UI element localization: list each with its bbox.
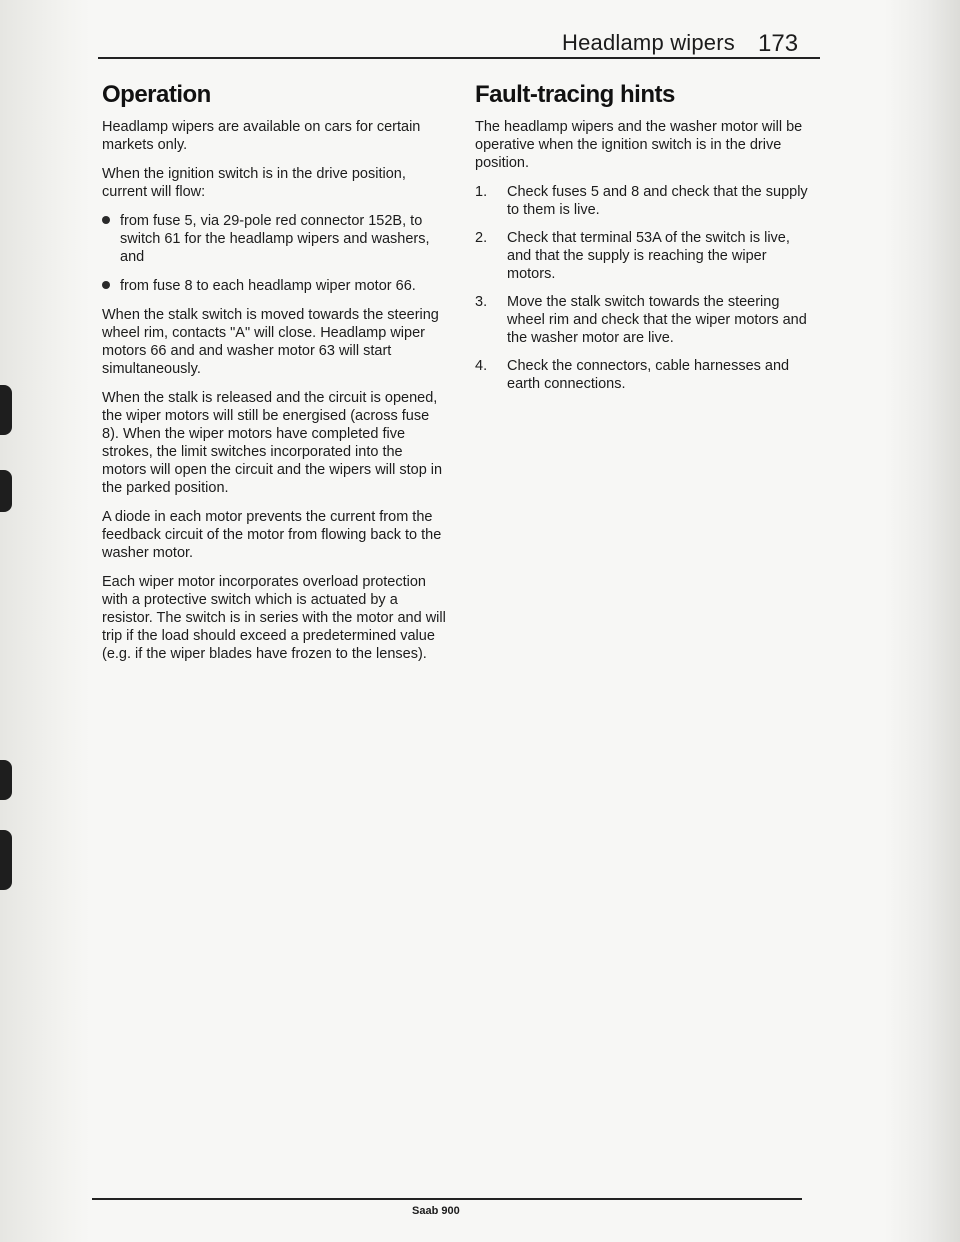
step-number: 1. [475, 184, 488, 200]
bullet-item [102, 277, 447, 295]
list-item [475, 293, 817, 347]
bullet-text: from fuse 5, via 29-pole red connector 152B, to switch 61 for the headlamp wipers and washers, and [120, 213, 430, 265]
running-header-title: Headlamp wipers [562, 30, 735, 55]
binder-hole-2 [0, 470, 12, 512]
step-text: Check the connectors, cable harnesses and earth connections. [507, 358, 790, 392]
bullet-item [102, 212, 447, 266]
page-left-margin-shading [0, 0, 90, 1242]
step-number: 3. [475, 294, 488, 310]
binder-hole-4 [0, 830, 12, 890]
list-item [475, 357, 817, 393]
operation-section [102, 81, 447, 674]
list-item [475, 229, 817, 283]
operation-paragraph-6: Each wiper motor incorporates overload protection with a protective switch which is actuated by a resistor. The switch is in series with the motor and will trip if the load should exceed a predetermined value (e.g. if the wiper blades have frozen to the lenses). [102, 574, 446, 662]
operation-paragraph-5: A diode in each motor prevents the current from the feedback circuit of the motor from flowing back to the washer motor. [102, 509, 442, 561]
footer-model-label: Saab 900 [412, 1205, 460, 1217]
bullet-dot-icon [102, 216, 110, 224]
operation-paragraph-3: When the stalk switch is moved towards the steering wheel rim, contacts "A" will close. Headlamp wiper motors 66 and and washer motor 63 will start simultaneously. [102, 307, 439, 377]
header-rule [98, 57, 820, 59]
fault-tracing-section [475, 81, 817, 403]
operation-heading: Operation [102, 81, 211, 108]
operation-paragraph-1: Headlamp wipers are available on cars for certain markets only. [102, 119, 421, 153]
binder-hole-3 [0, 760, 12, 800]
step-text: Move the stalk switch towards the steering wheel rim and check that the wiper motors and the washer motor are live. [507, 294, 807, 346]
operation-paragraph-4: When the stalk is released and the circuit is opened, the wiper motors will still be energised (across fuse 8). When the wiper motors have completed five strokes, the limit switches incorporated into the motors will open the circuit and the wipers will stop in the parked position. [102, 390, 443, 496]
fault-tracing-heading: Fault-tracing hints [475, 81, 675, 108]
operation-paragraph-2: When the ignition switch is in the drive position, current will flow: [102, 166, 406, 200]
step-number: 4. [475, 358, 488, 374]
fault-tracing-intro: The headlamp wipers and the washer motor will be operative when the ignition switch is in the drive position. [475, 119, 803, 171]
page-number: 173 [758, 30, 799, 57]
list-item [475, 183, 817, 219]
step-text: Check that terminal 53A of the switch is live, and that the supply is reaching the wiper motors. [507, 230, 790, 282]
step-number: 2. [475, 230, 488, 246]
step-text: Check fuses 5 and 8 and check that the supply to them is live. [507, 184, 808, 218]
bullet-text: from fuse 8 to each headlamp wiper motor 66. [120, 278, 416, 294]
binder-hole-1 [0, 385, 12, 435]
page-right-margin-shading [885, 0, 960, 1242]
footer-rule [92, 1198, 802, 1200]
bullet-dot-icon [102, 281, 110, 289]
fault-tracing-steps [475, 183, 817, 393]
